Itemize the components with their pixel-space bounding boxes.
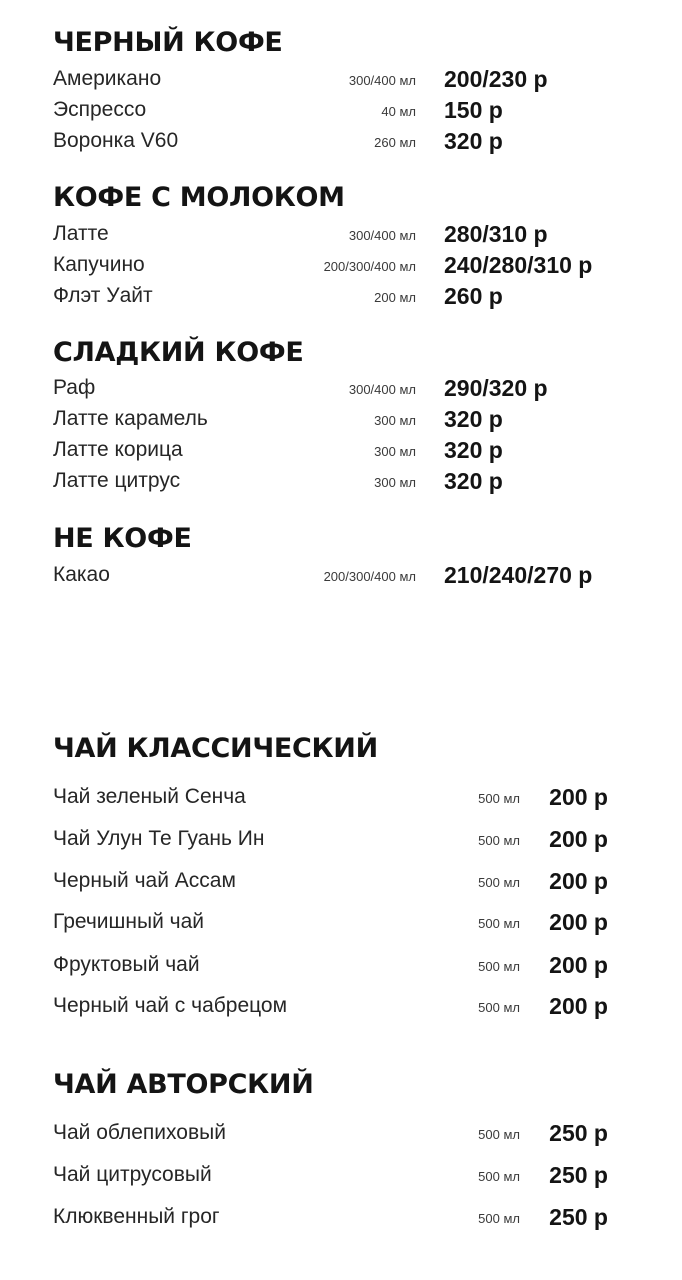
menu-item [0,404,682,434]
menu-item [0,1202,682,1232]
item-volume: 300/400 мл [348,73,416,88]
item-volume: 500 мл [478,1211,520,1226]
item-name: Капучино [53,253,145,276]
menu-item [0,250,682,280]
item-price: 200 р [549,909,608,935]
item-name: Флэт Уайт [53,284,153,307]
item-name: Латте корица [53,438,183,461]
item-price: 200 р [549,784,608,810]
menu-item [0,435,682,465]
item-volume: 40 мл [381,104,416,119]
item-name: Чай цитрусовый [53,1163,212,1186]
item-price: 320 р [444,406,503,432]
menu-item [0,560,682,590]
item-name: Латте карамель [53,407,208,430]
item-name: Гречишный чай [53,910,204,933]
item-price: 250 р [549,1120,608,1146]
item-volume: 200 мл [374,290,416,305]
item-volume: 200/300/400 мл [323,569,416,584]
menu-item [0,466,682,496]
item-name: Клюквенный грог [53,1205,220,1228]
item-name: Фруктовый чай [53,953,200,976]
item-price: 210/240/270 р [444,562,593,588]
menu-item [0,281,682,311]
item-price: 260 р [444,283,503,309]
item-price: 200 р [549,952,608,978]
item-volume: 500 мл [478,1127,520,1142]
item-name: Американо [53,67,162,90]
item-volume: 500 мл [478,791,520,806]
item-name: Чай Улун Те Гуань Ин [53,827,265,850]
item-price: 250 р [549,1162,608,1188]
item-price: 200 р [549,993,608,1019]
menu-item [0,991,682,1021]
item-volume: 500 мл [478,1169,520,1184]
section-title-classic-tea: ЧАЙ КЛАССИЧЕСКИЙ [53,733,378,764]
menu-item [0,219,682,249]
item-price: 320 р [444,128,503,154]
section-title-not-coffee: НЕ КОФЕ [53,523,192,554]
item-volume: 500 мл [478,833,520,848]
menu-item [0,782,682,812]
item-price: 200 р [549,868,608,894]
item-volume: 500 мл [478,875,520,890]
section-title-signature-tea: ЧАЙ АВТОРСКИЙ [53,1069,314,1100]
item-price: 280/310 р [444,221,548,247]
item-price: 250 р [549,1204,608,1230]
item-name: Латте цитрус [53,469,181,492]
section-title-sweet-coffee: СЛАДКИЙ КОФЕ [53,337,304,368]
item-name: Черный чай Ассам [53,869,236,892]
menu-item [0,373,682,403]
menu-item [0,866,682,896]
item-price: 320 р [444,437,503,463]
item-volume: 300/400 мл [348,228,416,243]
section-title-coffee-with-milk: КОФЕ С МОЛОКОМ [53,182,345,213]
item-price: 200 р [549,826,608,852]
item-price: 200/230 р [444,66,548,92]
item-name: Какао [53,563,110,586]
item-volume: 300 мл [374,475,416,490]
item-name: Эспрессо [53,98,147,121]
section-title-black-coffee: ЧЕРНЫЙ КОФЕ [53,27,283,58]
item-name: Чай облепиховый [53,1121,226,1144]
item-volume: 500 мл [478,959,520,974]
menu-item [0,950,682,980]
item-volume: 260 мл [374,135,416,150]
item-name: Воронка V60 [53,129,179,152]
menu-item [0,824,682,854]
menu-item [0,907,682,937]
item-name: Раф [53,376,96,399]
item-name: Черный чай с чабрецом [53,994,288,1017]
item-name: Латте [53,222,109,245]
item-volume: 300 мл [374,413,416,428]
item-volume: 200/300/400 мл [323,259,416,274]
item-name: Чай зеленый Сенча [53,785,246,808]
menu-item [0,126,682,156]
menu-item [0,64,682,94]
menu-item [0,95,682,125]
menu-item [0,1160,682,1190]
item-price: 240/280/310 р [444,252,593,278]
item-volume: 300/400 мл [348,382,416,397]
item-volume: 500 мл [478,1000,520,1015]
item-volume: 300 мл [374,444,416,459]
menu-item [0,1118,682,1148]
item-volume: 500 мл [478,916,520,931]
item-price: 290/320 р [444,375,548,401]
item-price: 320 р [444,468,503,494]
item-price: 150 р [444,97,503,123]
